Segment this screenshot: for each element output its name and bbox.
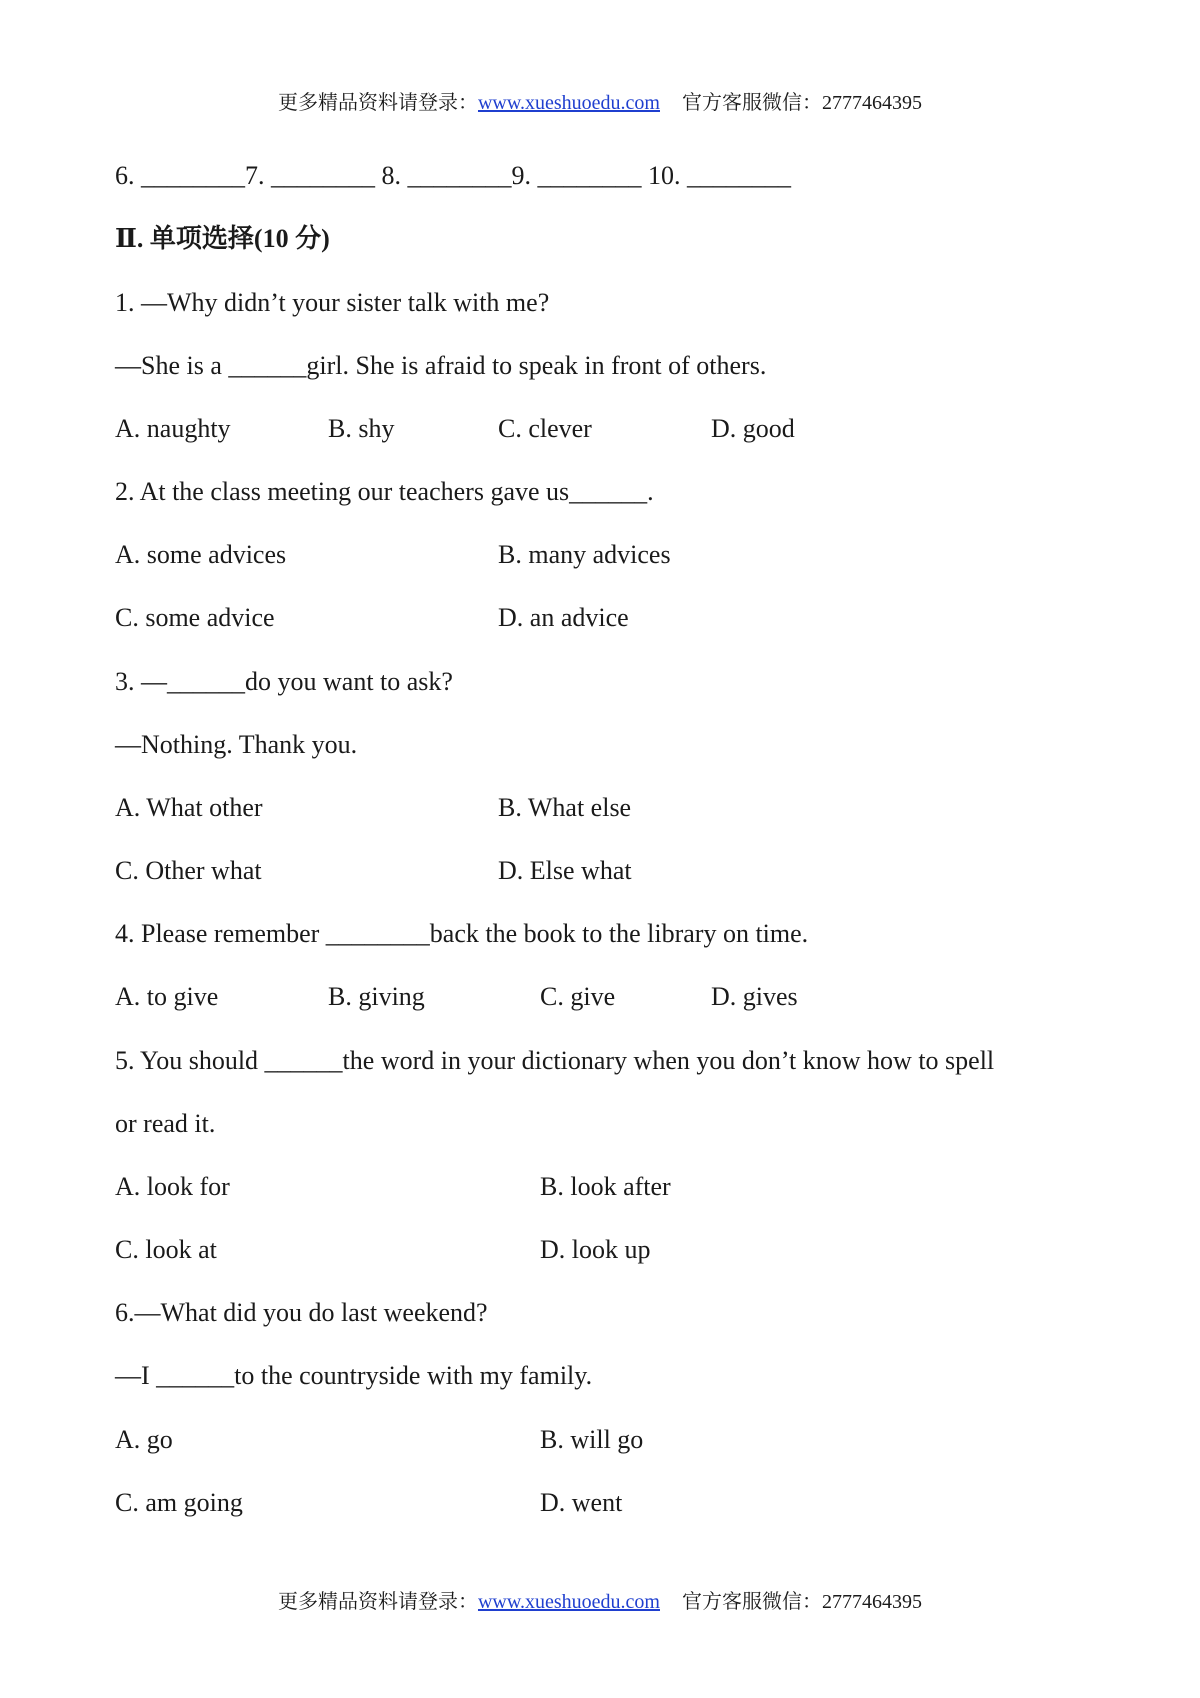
- footer-site-link[interactable]: www.xueshuoedu.com: [477, 1591, 660, 1613]
- question-2-option-a: A. some advices: [115, 540, 287, 569]
- question-4-option-b: B. giving: [328, 982, 425, 1011]
- question-4-option-d: D. gives: [711, 982, 798, 1011]
- answer-blanks-line: 6. ________7. ________ 8. ________9. ________ 10. ________: [115, 161, 791, 190]
- question-6-option-b: B. will go: [540, 1425, 644, 1454]
- question-5-stem: 5. You should ______the word in your dictionary when you don’t know how to spell: [115, 1046, 995, 1075]
- question-6-stem: 6.—What did you do last weekend?: [115, 1298, 488, 1327]
- question-1-option-d: D. good: [711, 414, 795, 443]
- question-2-stem: 2. At the class meeting our teachers gave us______.: [115, 477, 654, 506]
- question-5-option-b: B. look after: [540, 1172, 671, 1201]
- question-1-option-c: C. clever: [498, 414, 592, 443]
- question-6-response: —I ______to the countryside with my family.: [115, 1361, 593, 1390]
- footer-contact: 官方客服微信：2777464395: [682, 1591, 922, 1613]
- question-1-stem: 1. —Why didn’t your sister talk with me?: [115, 288, 550, 317]
- header-prefix: 更多精品资料请登录：: [277, 92, 478, 114]
- question-3-option-b: B. What else: [498, 793, 632, 822]
- question-4-stem: 4. Please remember ________back the book to the library on time.: [115, 919, 809, 948]
- question-6-option-a: A. go: [115, 1425, 173, 1454]
- page-footer: [0, 1585, 1200, 1614]
- question-3-stem: 3. —______do you want to ask?: [115, 667, 453, 696]
- question-6-option-c: C. am going: [115, 1488, 243, 1517]
- question-5-option-a: A. look for: [115, 1172, 230, 1201]
- question-4-option-c: C. give: [540, 982, 616, 1011]
- question-6-option-d: D. went: [540, 1488, 623, 1517]
- question-1-option-b: B. shy: [328, 414, 395, 443]
- question-2-option-d: D. an advice: [498, 603, 629, 632]
- question-3-option-a: A. What other: [115, 793, 263, 822]
- footer-prefix: 更多精品资料请登录：: [277, 1591, 478, 1613]
- header-site-link[interactable]: www.xueshuoedu.com: [477, 92, 660, 114]
- question-2-option-c: C. some advice: [115, 603, 275, 632]
- question-5-stem-continued: or read it.: [115, 1109, 216, 1138]
- question-3-option-c: C. Other what: [115, 856, 262, 885]
- page-header: [0, 86, 1200, 115]
- question-5-option-d: D. look up: [540, 1235, 651, 1264]
- question-2-option-b: B. many advices: [498, 540, 671, 569]
- question-1-response: —She is a ______girl. She is afraid to speak in front of others.: [115, 351, 767, 380]
- question-3-option-d: D. Else what: [498, 856, 632, 885]
- question-1-option-a: A. naughty: [115, 414, 231, 443]
- question-3-response: —Nothing. Thank you.: [115, 730, 358, 759]
- question-5-option-c: C. look at: [115, 1235, 217, 1264]
- section-title: Ⅱ. 单项选择(10 分): [115, 224, 330, 253]
- question-4-option-a: A. to give: [115, 982, 219, 1011]
- header-contact: 官方客服微信：2777464395: [682, 92, 922, 114]
